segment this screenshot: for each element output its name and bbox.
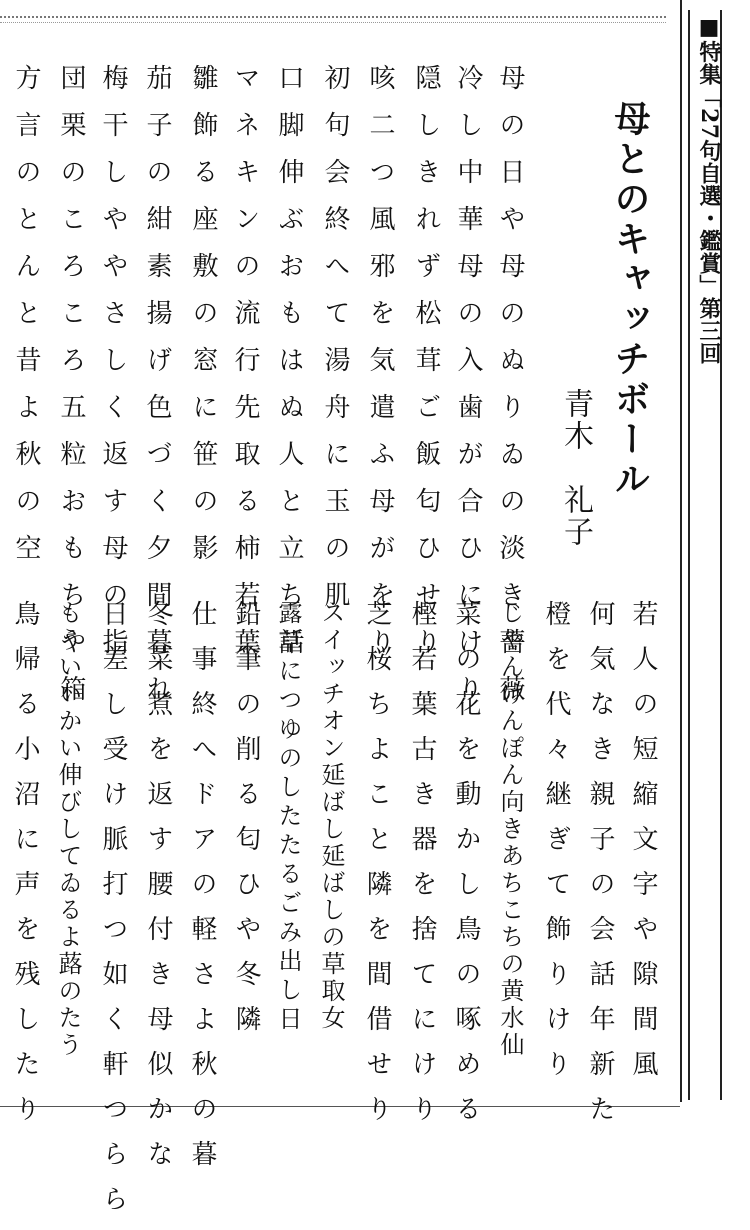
haiku-bottom-15: 鳥帰る小沼に声を残したり	[10, 600, 40, 1140]
right-divider-rule	[680, 0, 682, 1102]
haiku-bottom-11: 仕事終へドアの軽さよ秋の暮	[187, 600, 217, 1185]
haiku-top-6: 口脚伸ぶおもはぬ人と立ち話	[274, 64, 304, 675]
haiku-bottom-3: 橙を代々継ぎて飾りけり	[541, 600, 571, 1095]
haiku-bottom-4: じやんけんぽん向きあちこちの黄水仙	[496, 600, 524, 1059]
haiku-top-8: 雛飾る座敷の窓に笹の影	[188, 64, 218, 581]
haiku-bottom-14: もういいかい伸びしてゐるよ蕗のたう	[54, 600, 82, 1059]
haiku-bottom-7: 芝桜ちよこと隣を間借せり	[362, 600, 392, 1140]
haiku-top-7: マネキンの流行先取る柿若葉	[230, 64, 260, 675]
haiku-bottom-2: 何気なき親子の会話年新た	[585, 600, 615, 1140]
haiku-bottom-9: 露草につゆのしたたるごみ出し日	[274, 600, 302, 1035]
author-name: 青木 礼子	[558, 388, 593, 548]
haiku-top-5: 初句会終へて湯舟に玉の肌	[320, 64, 350, 628]
haiku-bottom-6: 樫若葉古き器を捨てにけり	[407, 600, 437, 1140]
haiku-top-11: 団栗のころころ五粒おもちや箱	[56, 64, 86, 722]
haiku-bottom-13: 日差し受け脈打つ如く軒つらら	[98, 600, 128, 1230]
haiku-bottom-12: 冬菜煮を返す腰付き母似かな	[143, 600, 173, 1185]
haiku-bottom-5: 菜の花を動かし鳥の啄める	[451, 600, 481, 1140]
haiku-bottom-1: 若人の短縮文字や隙間風	[628, 600, 658, 1095]
article-title: 母とのキャッチボール	[609, 100, 651, 500]
haiku-bottom-8: スイッチオン延ばし延ばしの草取女	[317, 600, 345, 1032]
top-dotted-rule	[0, 16, 666, 23]
haiku-top-12: 方言のとんと昔よ秋の空	[11, 64, 41, 581]
haiku-top-2: 冷し中華母の入歯が合ひにけり	[453, 64, 483, 722]
haiku-top-9: 茄子の紺素揚げ色づく夕間暮れ	[142, 64, 172, 722]
haiku-bottom-10: 鉛筆の削る匂ひや冬隣	[231, 600, 261, 1050]
haiku-top-1: 母の日や母のぬりゐの淡き薔薇	[495, 64, 525, 722]
feature-header-label: ■特集「27句自選・鑑賞」第三回	[696, 14, 722, 365]
haiku-top-3: 隠しきれず松茸ご飯匂ひせり	[411, 64, 441, 675]
haiku-top-10: 梅干しややさしく返す母の指	[98, 64, 128, 675]
haiku-top-4: 咳二つ風邪を気遣ふ母がをり	[365, 64, 395, 675]
